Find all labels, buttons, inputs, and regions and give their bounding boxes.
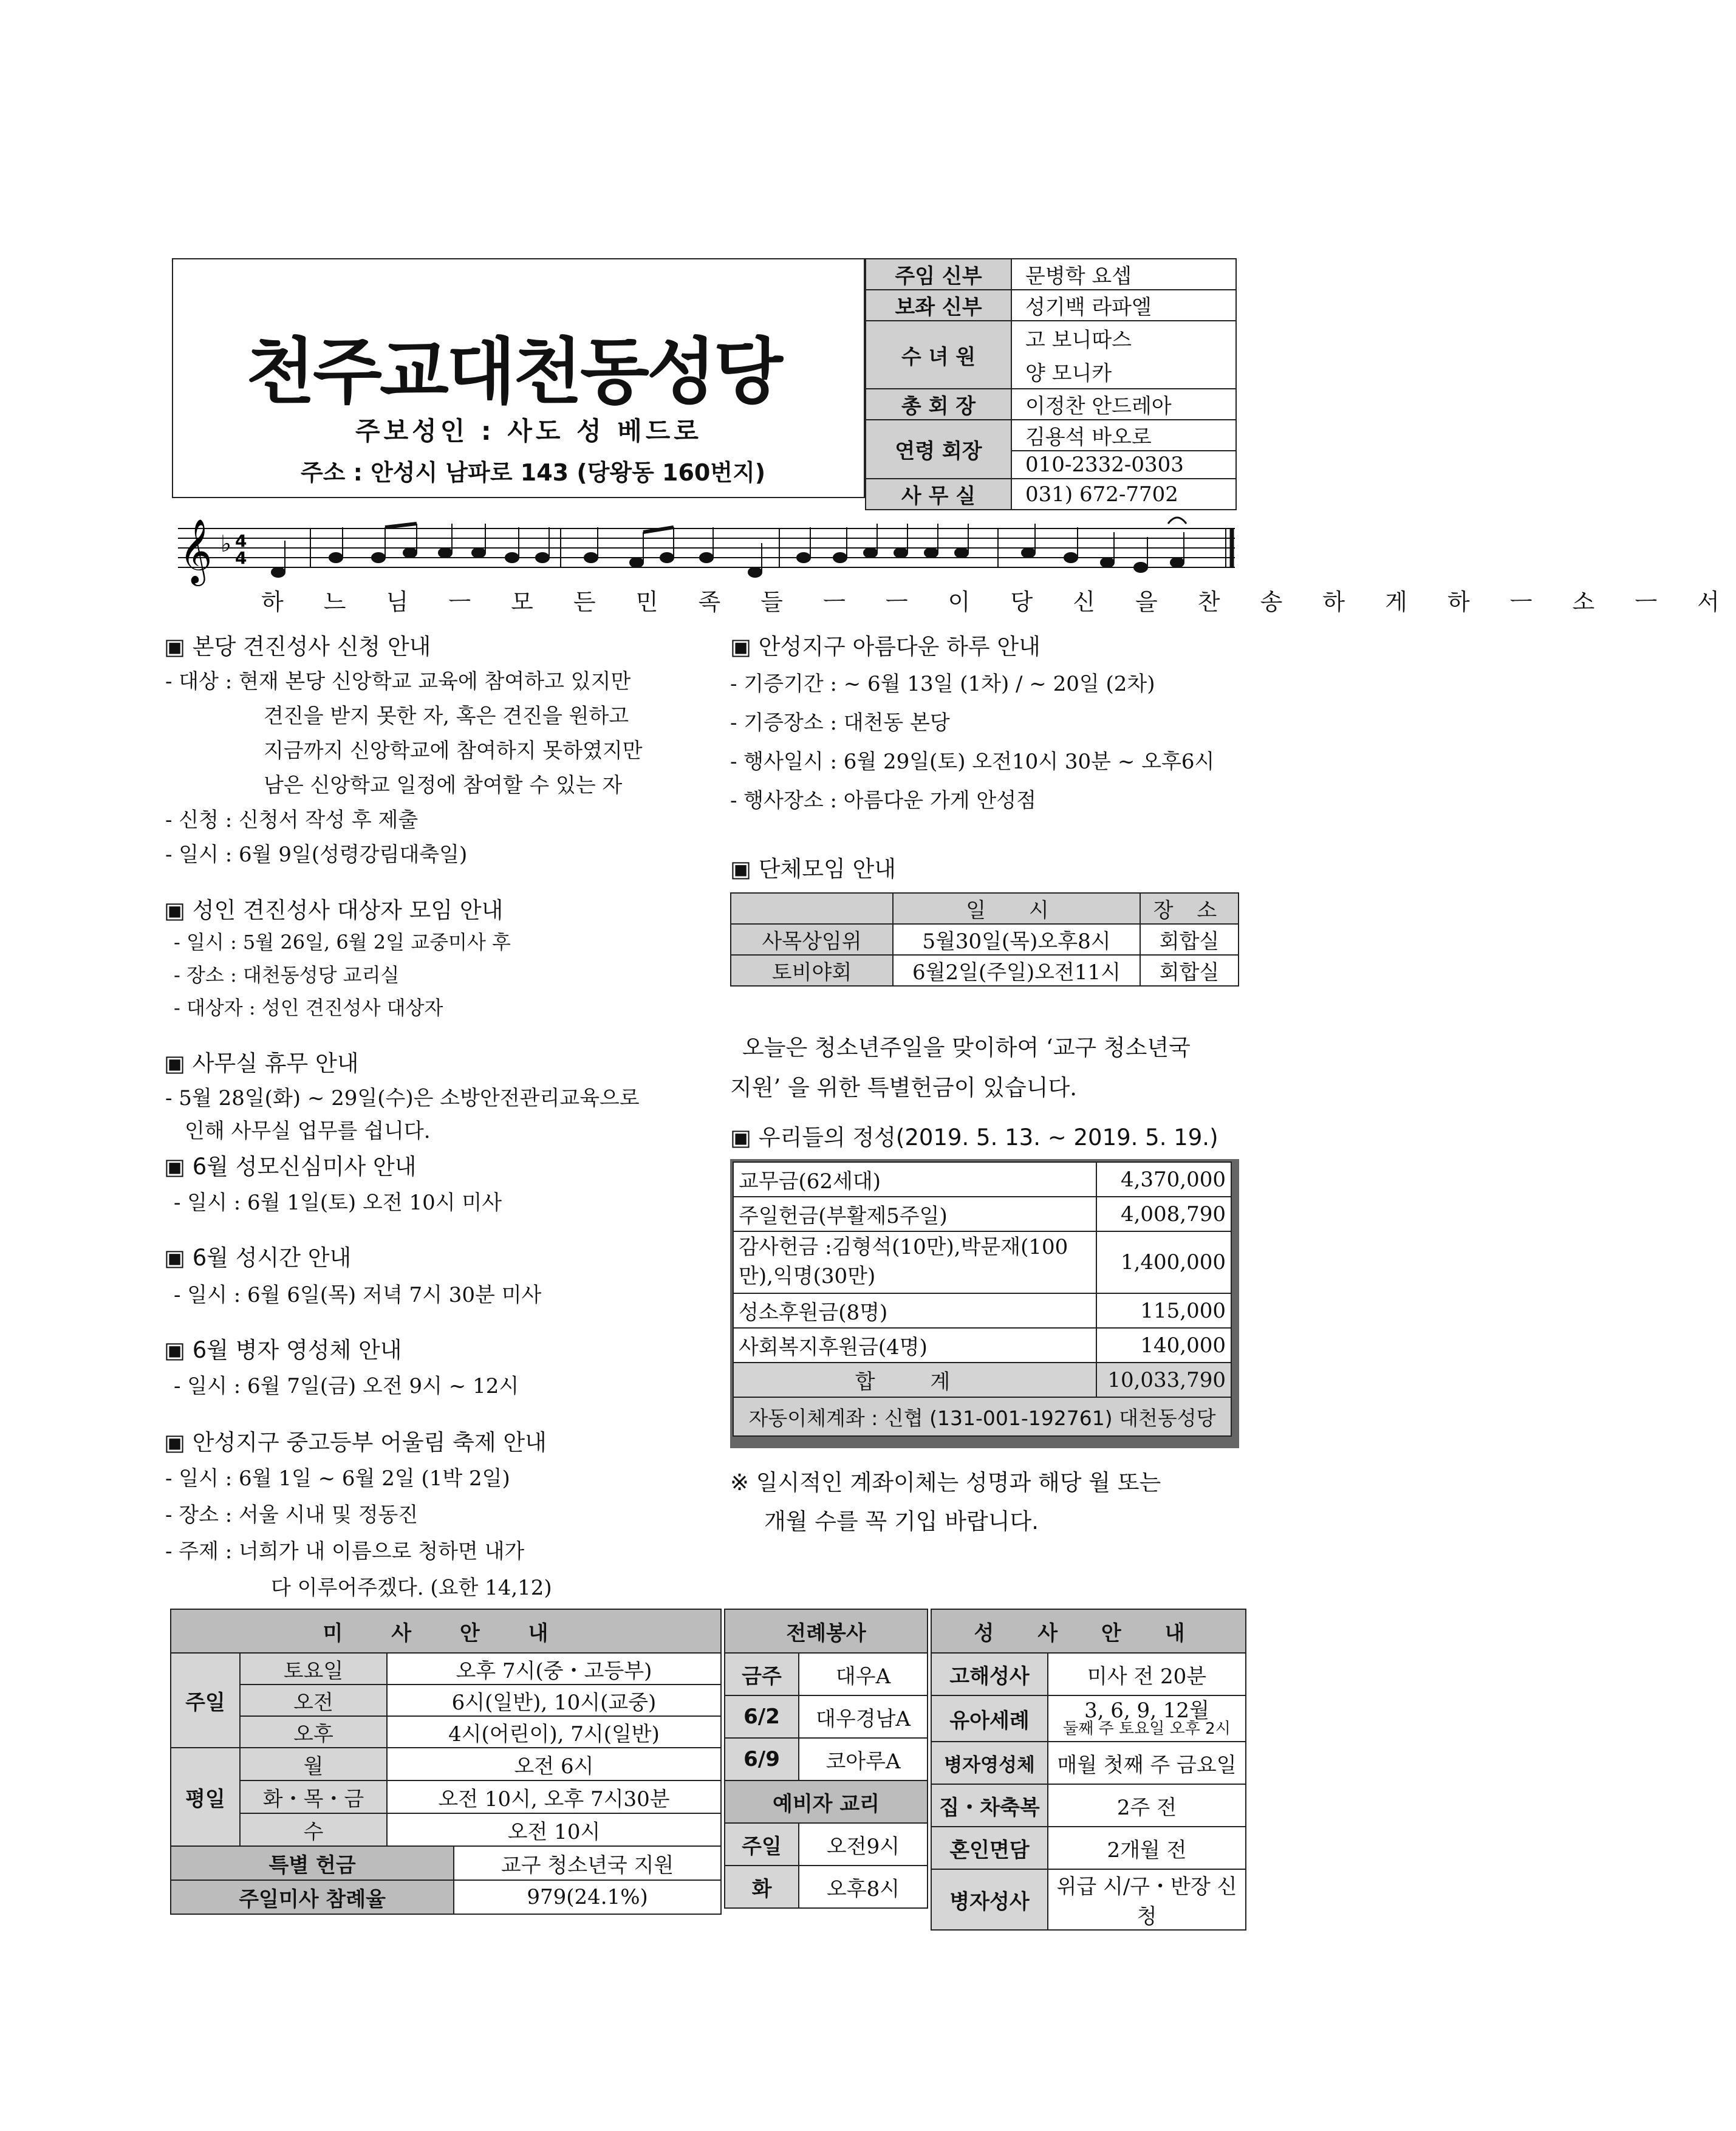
section-title: ▣ 6월 성모신심미사 안내 <box>164 1154 417 1180</box>
staff-role: 수 녀 원 <box>866 321 1011 389</box>
text-line: - 장소 : 서울 시내 및 정동진 <box>165 1503 419 1527</box>
svg-text:4: 4 <box>235 548 247 568</box>
mass-day: 월 <box>240 1748 387 1780</box>
text-line: - 일시 : 6월 6일(목) 저녁 7시 30분 미사 <box>174 1283 542 1307</box>
text-line: - 기증장소 : 대천동 본당 <box>730 711 950 735</box>
patron-saint: 주보성인 : 사도 성 베드로 <box>355 416 703 446</box>
text-line: - 일시 : 6월 1일 ~ 6월 2일 (1박 2일) <box>165 1466 510 1491</box>
mass-time: 6시(일반), 10시(교중) <box>387 1685 721 1716</box>
catechumen-title: 예비자 교리 <box>725 1780 928 1823</box>
liturgy-week: 금주 <box>725 1653 799 1695</box>
offering-amount: 115,000 <box>1096 1293 1231 1328</box>
sacrament-name: 유아세례 <box>931 1695 1048 1742</box>
sacrament-name: 병자성사 <box>931 1869 1048 1930</box>
sacrament-name: 고해성사 <box>931 1653 1048 1695</box>
transfer-note: ※ 일시적인 계좌이체는 성명과 해당 월 또는 <box>730 1469 1161 1496</box>
staff-name: 성기백 라파엘 <box>1011 290 1236 321</box>
text-line: - 기증기간 : ~ 6월 13일 (1차) / ~ 20일 (2차) <box>730 672 1155 696</box>
office-phone: 031) 672-7702 <box>1011 479 1236 510</box>
staff-name: 이정찬 안드레아 <box>1011 389 1236 420</box>
text-line: - 장소 : 대천동성당 교리실 <box>174 963 400 987</box>
mass-time: 오전 10시, 오후 7시30분 <box>387 1780 721 1813</box>
liturgy-week: 6/9 <box>725 1738 799 1780</box>
mass-title: 미 사 안 내 <box>171 1609 721 1653</box>
svg-text:𝄞: 𝄞 <box>179 518 213 583</box>
staff-name: 고 보니따스 <box>1011 321 1236 355</box>
staff-name: 문병학 요셉 <box>1011 259 1236 290</box>
offering-label: 성소후원금(8명) <box>733 1293 1096 1328</box>
text-line: - 일시 : 6월 9일(성령강림대축일) <box>165 843 468 867</box>
mass-time: 오전 6시 <box>387 1748 721 1780</box>
text-line: - 일시 : 6월 1일(토) 오전 10시 미사 <box>174 1191 502 1215</box>
staff-role: 보좌 신부 <box>866 290 1011 321</box>
sacrament-info <box>1048 1695 1246 1742</box>
mass-day: 수 <box>240 1813 387 1846</box>
offering-label: 사회복지후원금(4명) <box>733 1328 1096 1363</box>
mass-day: 토요일 <box>240 1653 387 1685</box>
staff-role: 총 회 장 <box>866 389 1011 420</box>
section-title: ▣ 안성지구 아름다운 하루 안내 <box>730 634 1041 660</box>
liturgy-title: 전례봉사 <box>725 1609 928 1653</box>
text-line: - 행사장소 : 아름다운 가게 안성점 <box>730 788 1036 813</box>
offering-total-label: 합 계 <box>733 1363 1096 1397</box>
sacrament-info: 위급 시/구・반장 신청 <box>1048 1869 1246 1930</box>
section-title: ▣ 6월 성시간 안내 <box>164 1245 352 1271</box>
liturgy-team: 대우경남A <box>799 1695 928 1738</box>
bank-account: 자동이체계좌 : 신협 (131-001-192761) 대천동성당 <box>733 1397 1231 1436</box>
baptism-schedule: 둘째 주 토요일 오후 2시 <box>1063 1720 1231 1738</box>
sacrament-info: 2개월 전 <box>1048 1827 1246 1869</box>
mass-day: 오전 <box>240 1685 387 1716</box>
mass-time: 오전 10시 <box>387 1813 721 1846</box>
staff-role: 주임 신부 <box>866 259 1011 290</box>
text-line: 견진을 받지 못한 자, 혹은 견진을 원하고 <box>264 704 629 728</box>
text-line: 인해 사무실 업무를 쉽니다. <box>185 1119 431 1143</box>
offering-amount: 4,370,000 <box>1096 1162 1231 1197</box>
section-title: ▣ 안성지구 중고등부 어울림 축제 안내 <box>164 1429 547 1455</box>
svg-text:♭: ♭ <box>220 530 231 557</box>
table-header: 일 시 <box>893 893 1140 924</box>
staff-name: 김용석 바오로 <box>1011 420 1236 451</box>
sacrament-name: 집・차축복 <box>931 1784 1048 1827</box>
table-cell: 회합실 <box>1140 955 1239 986</box>
offering-table <box>733 1161 1232 1437</box>
sacrament-name: 혼인면담 <box>931 1827 1048 1869</box>
mass-day: 오후 <box>240 1716 387 1748</box>
staff-phone: 010-2332-0303 <box>1011 451 1236 479</box>
attendance-value: 979(24.1%) <box>454 1880 721 1914</box>
sacrament-name: 병자영성체 <box>931 1742 1048 1784</box>
offering-amount: 1,400,000 <box>1096 1231 1231 1293</box>
liturgy-team: 대우A <box>799 1653 928 1695</box>
text-line: - 주제 : 너희가 내 이름으로 청하면 내가 <box>165 1539 525 1564</box>
church-name: 천주교대천동성당 <box>246 330 781 414</box>
notice-text: 오늘은 청소년주일을 맞이하여 ‘교구 청소년국 <box>742 1035 1191 1061</box>
text-line: 다 이루어주겠다. (요한 14,12) <box>271 1576 552 1600</box>
staff-role: 사 무 실 <box>866 479 1011 510</box>
catechumen-day: 화 <box>725 1866 799 1908</box>
section-title: ▣ 단체모임 안내 <box>730 856 896 882</box>
church-address: 주소 : 안성시 남파로 143 (당왕동 160번지) <box>301 459 766 486</box>
section-title: ▣ 본당 견진성사 신청 안내 <box>164 634 431 660</box>
mass-schedule-table <box>170 1609 722 1915</box>
staff-name: 양 모니카 <box>1011 355 1236 389</box>
special-offering-value: 교구 청소년국 지원 <box>454 1846 721 1880</box>
mass-time: 4시(어린이), 7시(일반) <box>387 1716 721 1748</box>
offering-label: 감사헌금 :김형석(10만),박문재(100만),익명(30만) <box>733 1231 1096 1293</box>
table-header: 장 소 <box>1140 893 1239 924</box>
offering-total: 10,033,790 <box>1096 1363 1231 1397</box>
table-cell: 6월2일(주일)오전11시 <box>893 955 1140 986</box>
sacrament-info: 매월 첫째 주 금요일 <box>1048 1742 1246 1784</box>
baptism-months: 3, 6, 9, 12월 <box>1084 1698 1209 1723</box>
mass-group: 평일 <box>171 1748 240 1846</box>
text-line: - 행사일시 : 6월 29일(토) 오전10시 30분 ~ 오후6시 <box>730 750 1215 774</box>
text-line: - 일시 : 6월 7일(금) 오전 9시 ~ 12시 <box>174 1374 519 1398</box>
text-line: - 신청 : 신청서 작성 후 제출 <box>165 808 419 832</box>
catechumen-time: 오후8시 <box>799 1866 928 1908</box>
table-cell: 토비야회 <box>731 955 893 986</box>
mass-group: 주일 <box>171 1653 240 1748</box>
sacrament-info: 미사 전 20분 <box>1048 1653 1246 1695</box>
table-cell: 회합실 <box>1140 924 1239 955</box>
sacrament-table <box>931 1609 1246 1931</box>
offering-label: 교무금(62세대) <box>733 1162 1096 1197</box>
group-meeting-table <box>730 892 1239 987</box>
catechumen-day: 주일 <box>725 1823 799 1866</box>
mass-day: 화・목・금 <box>240 1780 387 1813</box>
notice-text: 지원’ 을 위한 특별헌금이 있습니다. <box>730 1075 1077 1101</box>
section-title: ▣ 우리들의 정성(2019. 5. 13. ~ 2019. 5. 19.) <box>730 1124 1218 1151</box>
text-line: - 5월 28일(화) ~ 29일(수)은 소방안전관리교육으로 <box>165 1086 640 1110</box>
sacrament-title: 성 사 안 내 <box>931 1609 1246 1653</box>
offering-amount: 4,008,790 <box>1096 1197 1231 1231</box>
staff-role: 연령 회장 <box>866 420 1011 479</box>
text-line: - 일시 : 5월 26일, 6월 2일 교중미사 후 <box>174 931 511 954</box>
text-line: 지금까지 신앙학교에 참여하지 못하였지만 <box>264 739 643 763</box>
attendance-label: 주일미사 참례율 <box>171 1880 454 1914</box>
transfer-note: 개월 수를 꼭 기입 바랍니다. <box>764 1508 1039 1534</box>
special-offering-label: 특별 헌금 <box>171 1846 454 1880</box>
offering-amount: 140,000 <box>1096 1328 1231 1363</box>
svg-text:4: 4 <box>235 531 247 551</box>
offering-box <box>730 1159 1239 1448</box>
section-title: ▣ 사무실 휴무 안내 <box>164 1050 359 1076</box>
section-title: ▣ 6월 병자 영성체 안내 <box>164 1337 402 1363</box>
table-cell: 사목상임위 <box>731 924 893 955</box>
liturgy-service-table <box>724 1609 928 1909</box>
text-line: 남은 신앙학교 일정에 참여할 수 있는 자 <box>264 773 623 798</box>
hymn-lyrics: 하 느 님 ㅡ 모 든 민 족 들 ㅡ ㅡ 이 당 신 을 찬 송 하 게 하 ㅡ 소 ㅡ 서 <box>261 589 1736 615</box>
liturgy-week: 6/2 <box>725 1695 799 1738</box>
masthead <box>172 258 865 498</box>
catechumen-time: 오전9시 <box>799 1823 928 1866</box>
sacrament-info: 2주 전 <box>1048 1784 1246 1827</box>
table-cell: 5월30일(목)오후8시 <box>893 924 1140 955</box>
liturgy-team: 코아루A <box>799 1738 928 1780</box>
section-title: ▣ 성인 견진성사 대상자 모임 안내 <box>164 897 504 923</box>
mass-time: 오후 7시(중・고등부) <box>387 1653 721 1685</box>
text-line: - 대상 : 현재 본당 신앙학교 교육에 참여하고 있지만 <box>165 669 631 694</box>
staff-table <box>865 258 1237 510</box>
table-cell <box>731 893 893 924</box>
text-line: - 대상자 : 성인 견진성사 대상자 <box>174 996 443 1019</box>
offering-label: 주일헌금(부활제5주일) <box>733 1197 1096 1231</box>
